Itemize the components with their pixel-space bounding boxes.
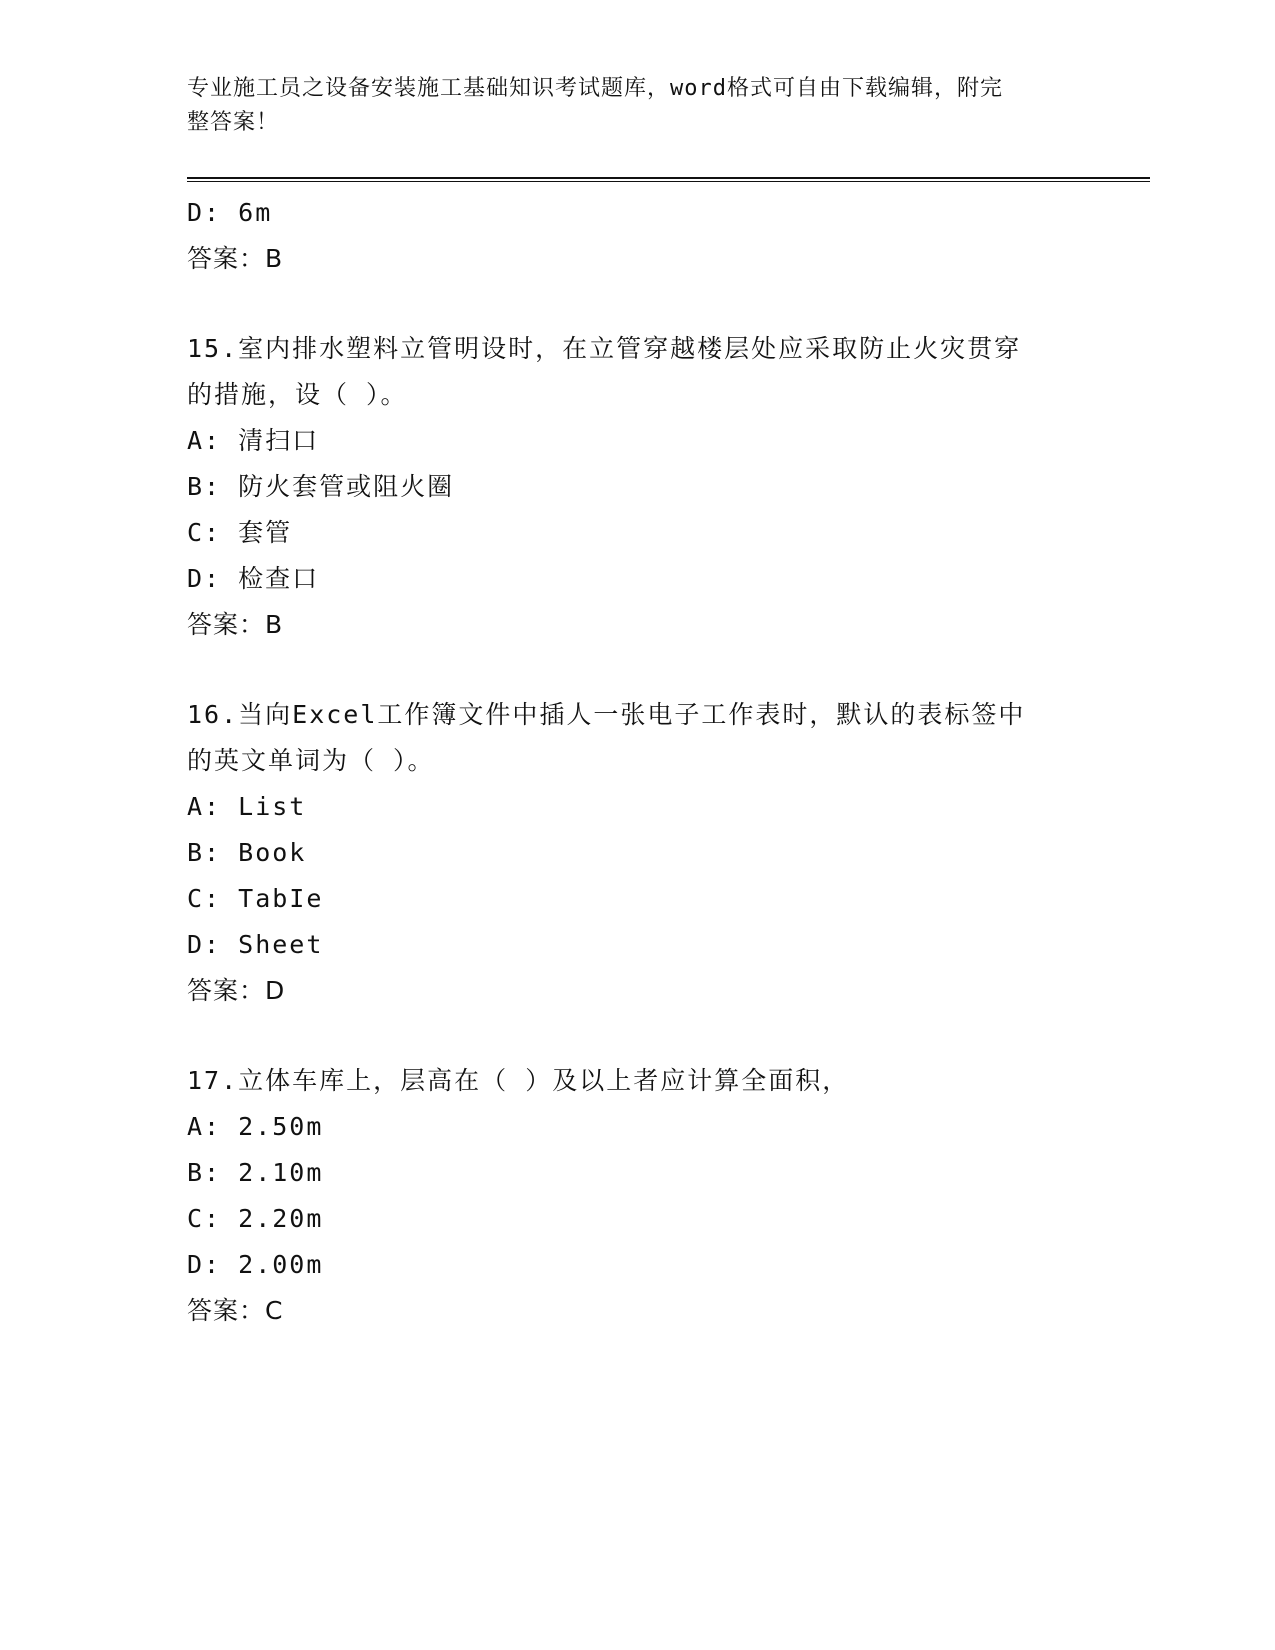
page-header <box>187 72 1067 140</box>
option-d: D: 2.00m <box>187 1250 324 1279</box>
question-17 <box>187 1058 1087 1334</box>
question-stem-cont: 的英文单词为（ ）。 <box>187 746 435 775</box>
question-list <box>187 190 1087 1334</box>
header-line-1: 专业施工员之设备安装施工基础知识考试题库，word格式可自由下载编辑，附完 <box>187 76 1003 101</box>
header-rule-thick <box>187 177 1150 179</box>
option-d: D: 检查口 <box>187 564 320 593</box>
option-d: D: Sheet <box>187 930 324 959</box>
option-b: B: 2.10m <box>187 1158 324 1187</box>
question-15 <box>187 326 1087 648</box>
question-14-tail <box>187 190 1087 282</box>
option-b: B: 防火套管或阻火圈 <box>187 472 455 501</box>
answer-label: 答案：D <box>187 976 286 1005</box>
option-a: A: List <box>187 792 307 821</box>
question-16 <box>187 692 1087 1014</box>
option-c: C: 套管 <box>187 518 293 547</box>
option-c: C: 2.20m <box>187 1204 324 1233</box>
question-stem: 15.室内排水塑料立管明设时，在立管穿越楼层处应采取防止火灾贯穿 <box>187 334 1022 363</box>
answer-label: 答案：B <box>187 610 284 639</box>
answer-label: 答案：B <box>187 244 284 273</box>
answer-label: 答案：C <box>187 1296 284 1325</box>
question-stem: 17.立体车库上，层高在（ ）及以上者应计算全面积， <box>187 1066 850 1095</box>
option-b: B: Book <box>187 838 307 867</box>
header-line-2: 整答案！ <box>187 110 280 135</box>
option-c: C: TabIe <box>187 884 324 913</box>
question-stem: 16.当向Excel工作簿文件中插人一张电子工作表时，默认的表标签中 <box>187 700 1026 729</box>
question-stem-cont: 的措施，设（ ）。 <box>187 380 408 409</box>
option-a: A: 清扫口 <box>187 426 320 455</box>
header-rule-thin <box>187 181 1150 182</box>
option-d: D: 6m <box>187 198 273 227</box>
option-a: A: 2.50m <box>187 1112 324 1141</box>
